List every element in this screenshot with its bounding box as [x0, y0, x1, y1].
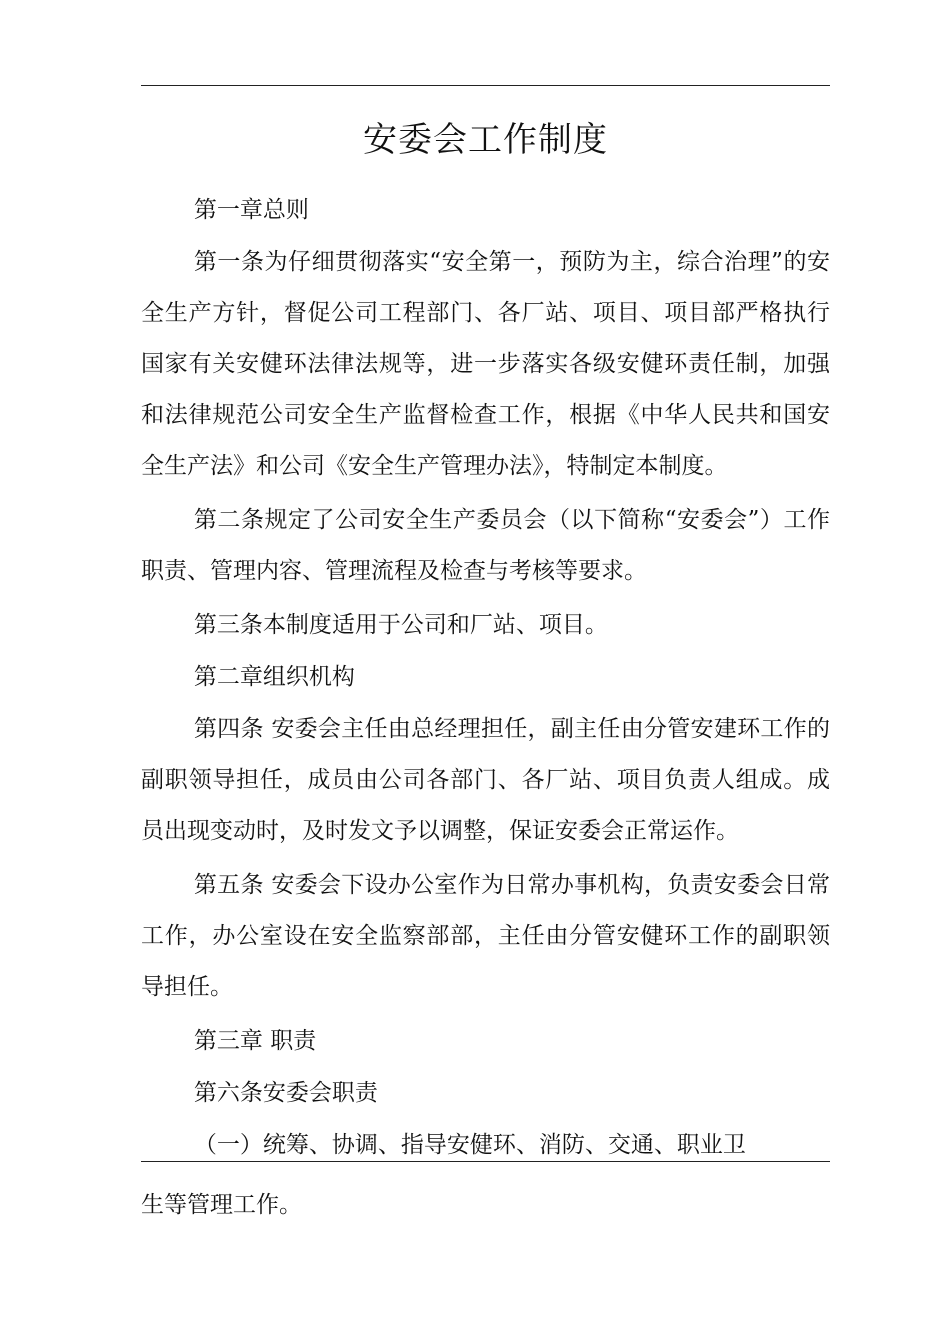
paragraph: 第一条为仔细贯彻落实“安全第一，预防为主，综合治理”的安全生产方针，督促公司工程部门、各厂站、项目、项目部严格执行国家有关安健环法律法规等，进一步落实各级安健环责任制，加强和法律规范公司安全生产监督检查工作，根据《中华人民共和国安全生产法》和公司《安全生产管理办法》，特制定本制度。 [141, 249, 830, 479]
paragraph: 第三条本制度适用于公司和厂站、项目。 [193, 612, 608, 638]
next-page-continuation: 生等管理工作。 [141, 1192, 302, 1218]
paragraph: 第五条 安委会下设办公室作为日常办事机构，负责安委会日常工作，办公室设在安全监察部部，主任由分管安健环工作的副职领导担任。 [141, 872, 830, 1000]
document-title: 安委会工作制度 [363, 120, 608, 160]
paragraph: 第四条 安委会主任由总经理担任，副主任由分管安建环工作的副职领导担任，成员由公司各部门、各厂站、项目负责人组成。成员出现变动时，及时发文予以调整，保证安委会正常运作。 [141, 716, 830, 844]
footer-rule [141, 1161, 830, 1162]
chapter-heading: 第三章 职责 [193, 1028, 317, 1054]
paragraph: 第二条规定了公司安全生产委员会（以下简称“安委会”）工作职责、管理内容、管理流程及检查与考核等要求。 [141, 507, 830, 584]
header-rule [141, 85, 830, 86]
list-item: （一）统筹、协调、指导安健环、消防、交通、职业卫 [193, 1132, 746, 1158]
document-body [141, 185, 830, 1172]
paragraph: 第六条安委会职责 [193, 1080, 378, 1106]
chapter-heading: 第二章组织机构 [193, 664, 355, 690]
chapter-heading: 第一章总则 [193, 197, 309, 223]
